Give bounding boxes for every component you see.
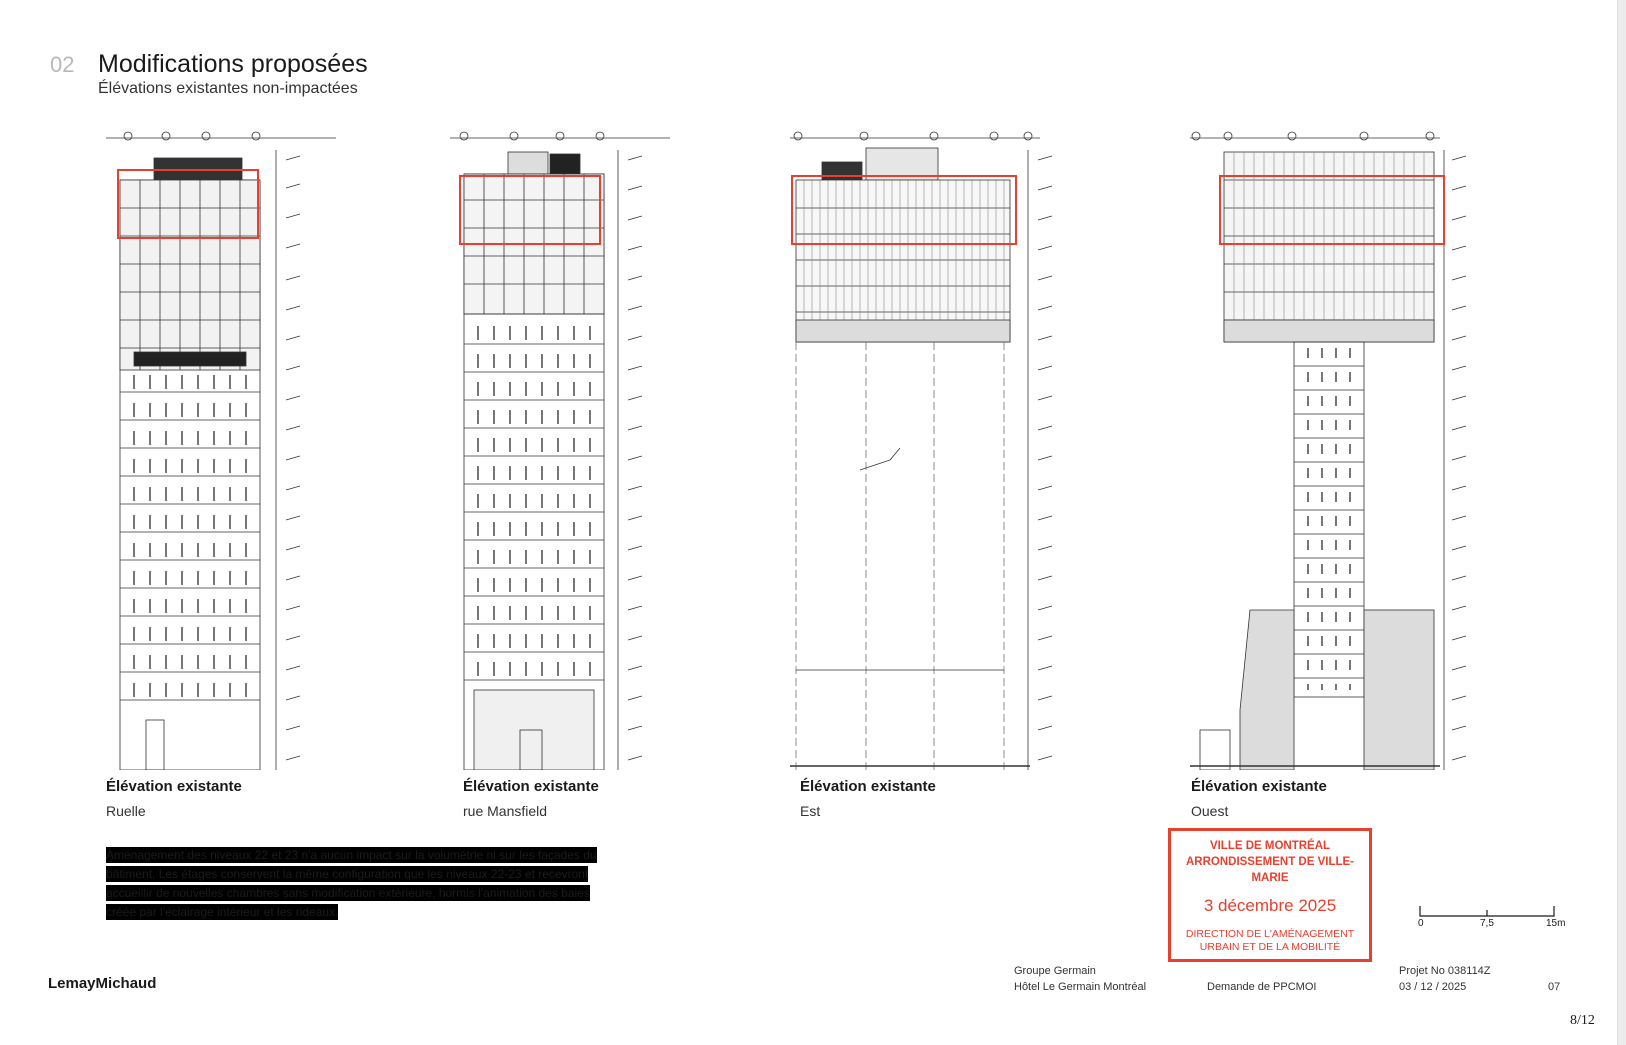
stamp-date: 3 décembre 2025 <box>1203 896 1337 915</box>
redacted-note-text: Aménagement des niveaux 22 et 23 n'a aucun impact sur la volumétrie ni sur les façades du bâtiment. Les étages conservent la même configuration que les niveaux 22-23 et recevront accueillir de nouvelles chambres sans modification extérieure, hormis l'animation des baies créée par l'éclairage intérieur et les rideaux. <box>106 848 597 919</box>
footer-date: 03 / 12 / 2025 <box>1399 981 1467 993</box>
elevation-title-mansfield: Élévation existante <box>463 778 599 795</box>
page-subtitle: Élévations existantes non-impactées <box>98 80 358 97</box>
footer-project-name: Hôtel Le Germain Montréal <box>1014 981 1147 993</box>
footer-project-block <box>1399 963 1491 995</box>
elevation-title-ouest: Élévation existante <box>1191 778 1327 795</box>
scale-bar-graphic <box>1418 904 1568 918</box>
footer-request: Demande de PPCMOI <box>1207 981 1317 993</box>
stamp-line-mobility: URBAIN ET DE LA MOBILITÉ <box>1199 941 1341 953</box>
brand-logo: LemayMichaud <box>48 975 157 992</box>
elevation-subtitle-mansfield: rue Mansfield <box>463 803 548 819</box>
page-title: Modifications proposées <box>98 50 368 78</box>
right-scroll-edge <box>1617 0 1626 1045</box>
approval-stamp <box>1168 828 1372 962</box>
stamp-line-borough: ARRONDISSEMENT DE VILLE-MARIE <box>1185 856 1355 884</box>
scale-bar <box>1418 904 1568 934</box>
elevation-title-ruelle: Élévation existante <box>106 778 242 795</box>
stamp-line-city: VILLE DE MONTRÉAL <box>1209 840 1331 852</box>
elevation-subtitle-ouest: Ouest <box>1191 803 1229 819</box>
elevation-drawing-ouest <box>1190 130 1490 770</box>
footer-sheet-number: 07 <box>1548 981 1561 993</box>
section-number: 02 <box>50 52 75 77</box>
redacted-note <box>106 846 616 922</box>
elevation-drawing-est <box>790 130 1080 770</box>
page-indicator: 8/12 <box>1570 1013 1595 1028</box>
scale-label-15m: 15m <box>1546 918 1566 929</box>
elevation-drawing-ruelle <box>106 130 336 770</box>
footer-client: Groupe Germain <box>1014 965 1096 977</box>
elevation-subtitle-ruelle: Ruelle <box>106 803 146 819</box>
stamp-line-direction: DIRECTION DE L'AMÉNAGEMENT <box>1185 928 1355 940</box>
elevation-drawing-mansfield <box>450 130 670 770</box>
elevation-subtitle-est: Est <box>800 803 821 819</box>
footer-project-no: Projet No 038114Z <box>1399 965 1491 977</box>
scale-label-0: 0 <box>1418 918 1424 929</box>
footer-client-block <box>1014 963 1146 995</box>
elevation-title-est: Élévation existante <box>800 778 936 795</box>
scale-label-7-5: 7,5 <box>1480 918 1494 929</box>
